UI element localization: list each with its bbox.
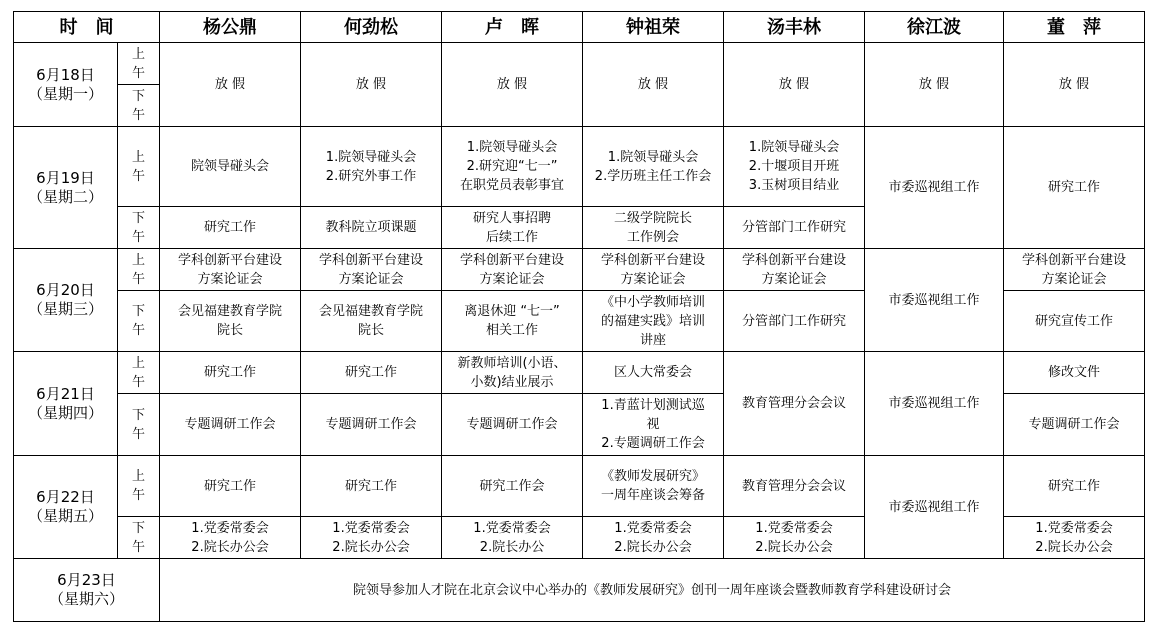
schedule-cell <box>442 352 583 394</box>
header-person: 杨公鼎 <box>160 12 301 43</box>
period-am: 上 午 <box>118 352 160 394</box>
schedule-cell <box>583 207 724 249</box>
schedule-line: 研究工作 <box>344 478 397 494</box>
schedule-line: 教科院立项课题 <box>325 220 417 235</box>
schedule-line: 研究工作 <box>203 478 256 494</box>
date-cell: 6月18日 （星期一） <box>14 43 118 127</box>
header-time: 时 间 <box>14 12 160 43</box>
schedule-line: 新教师培训(小语、 <box>457 355 567 371</box>
schedule-cell <box>1004 456 1145 517</box>
schedule-cell <box>442 127 583 207</box>
schedule-cell <box>160 517 301 559</box>
schedule-cell: 放 假 <box>865 43 1004 127</box>
schedule-line: 研究工作 <box>203 220 256 235</box>
schedule-line: 方案论证会 <box>338 271 404 287</box>
schedule-line: 2.研究迎“七一” <box>466 159 558 174</box>
schedule-line: 院长 <box>216 323 243 338</box>
schedule-cell <box>583 394 724 456</box>
schedule-line: 研究人事招聘 <box>472 210 551 226</box>
schedule-cell <box>865 249 1004 352</box>
schedule-line: 专题调研工作会 <box>1028 417 1120 432</box>
period-am: 上 午 <box>118 249 160 291</box>
schedule-cell: 放 假 <box>1004 43 1145 127</box>
schedule-line: 方案论证会 <box>479 271 545 287</box>
schedule-line: 讲座 <box>639 332 666 348</box>
schedule-line: 2.院长办公会 <box>1035 539 1113 555</box>
schedule-line: 市委巡视组工作 <box>888 180 980 195</box>
schedule-line: 教育管理分会会议 <box>741 478 846 494</box>
schedule-line: 方案论证会 <box>761 271 827 287</box>
schedule-line: 研究工作 <box>203 365 256 380</box>
schedule-cell <box>442 291 583 352</box>
date-cell: 6月22日 （星期五） <box>14 456 118 559</box>
schedule-cell <box>1004 352 1145 394</box>
schedule-line: 会见福建教育学院 <box>318 304 423 319</box>
schedule-line: 2.院长办公会 <box>614 539 692 555</box>
schedule-line: 的福建实践》培训 <box>600 313 705 329</box>
schedule-cell <box>301 249 442 291</box>
schedule-cell <box>301 456 442 517</box>
schedule-cell <box>301 352 442 394</box>
schedule-line: 修改文件 <box>1047 365 1100 380</box>
schedule-line: 研究工作会 <box>479 478 545 494</box>
schedule-cell <box>724 207 865 249</box>
schedule-cell <box>583 456 724 517</box>
schedule-line: 市委巡视组工作 <box>888 292 980 308</box>
schedule-cell <box>1004 291 1145 352</box>
schedule-cell <box>865 127 1004 249</box>
schedule-line: 2.学历班主任工作会 <box>594 168 712 184</box>
schedule-line: 会见福建教育学院 <box>177 304 282 319</box>
schedule-line: 视 <box>646 417 660 432</box>
schedule-line: 3.玉树项目结业 <box>748 178 840 193</box>
schedule-cell <box>442 249 583 291</box>
schedule-line: 院领导碰头会 <box>190 159 269 174</box>
schedule-line: 专题调研工作会 <box>325 417 417 432</box>
schedule-cell <box>160 207 301 249</box>
schedule-cell <box>301 517 442 559</box>
schedule-cell <box>724 352 865 456</box>
schedule-line: 2.院长办公会 <box>332 539 410 555</box>
schedule-table <box>13 11 1145 622</box>
schedule-line: 1.党委常委会 <box>1035 520 1113 536</box>
schedule-line: 教育管理分会会议 <box>741 396 846 411</box>
schedule-cell <box>160 352 301 394</box>
schedule-line: 研究工作 <box>1047 478 1100 494</box>
schedule-line: 《中小学教师培训 <box>600 294 705 310</box>
date-cell: 6月21日 （星期四） <box>14 352 118 456</box>
schedule-line: 离退休迎 “七一” <box>464 304 560 319</box>
schedule-line: 1.党委常委会 <box>473 520 551 536</box>
schedule-line: 后续工作 <box>485 229 538 245</box>
header-person: 徐江波 <box>865 12 1004 43</box>
schedule-line: 市委巡视组工作 <box>888 396 980 411</box>
period-pm: 下 午 <box>118 394 160 456</box>
schedule-line: 1.院领导碰头会 <box>466 140 558 155</box>
schedule-cell <box>1004 127 1145 249</box>
header-person: 何劲松 <box>301 12 442 43</box>
schedule-cell <box>724 517 865 559</box>
schedule-line: 方案论证会 <box>1041 271 1107 287</box>
schedule-line: 学科创新平台建设 <box>177 252 282 268</box>
schedule-line: 专题调研工作会 <box>466 417 558 432</box>
schedule-cell <box>583 352 724 394</box>
date-cell: 6月20日 （星期三） <box>14 249 118 352</box>
schedule-line: 专题调研工作会 <box>184 417 276 432</box>
schedule-line: 学科创新平台建设 <box>1021 252 1126 268</box>
schedule-line: 2.专题调研工作会 <box>601 436 705 451</box>
schedule-line: 1.党委常委会 <box>332 520 410 536</box>
schedule-cell <box>160 291 301 352</box>
schedule-cell <box>583 291 724 352</box>
schedule-line: 相关工作 <box>485 323 538 338</box>
schedule-cell <box>301 394 442 456</box>
schedule-cell: 放 假 <box>724 43 865 127</box>
schedule-cell <box>160 127 301 207</box>
schedule-line: 研究工作 <box>1047 180 1100 195</box>
schedule-cell <box>724 291 865 352</box>
schedule-cell <box>442 517 583 559</box>
header-person: 汤丰林 <box>724 12 865 43</box>
schedule-cell <box>583 517 724 559</box>
schedule-line: 2.院长办公 <box>479 539 545 555</box>
schedule-line: 区人大常委会 <box>613 365 692 380</box>
schedule-line: 方案论证会 <box>620 271 686 287</box>
schedule-line: 1.党委常委会 <box>755 520 833 536</box>
schedule-cell <box>1004 394 1145 456</box>
period-pm: 下 午 <box>118 517 160 559</box>
schedule-cell <box>160 249 301 291</box>
schedule-line: 小数)结业展示 <box>470 374 554 390</box>
schedule-line: 院长 <box>357 323 384 338</box>
schedule-cell <box>583 249 724 291</box>
schedule-cell: 放 假 <box>583 43 724 127</box>
schedule-line: 学科创新平台建设 <box>600 252 705 268</box>
schedule-cell <box>1004 517 1145 559</box>
date-cell: 6月19日 （星期二） <box>14 127 118 249</box>
schedule-cell <box>442 207 583 249</box>
schedule-cell <box>1004 249 1145 291</box>
schedule-line: 学科创新平台建设 <box>318 252 423 268</box>
period-pm: 下 午 <box>118 207 160 249</box>
schedule-line: 学科创新平台建设 <box>459 252 564 268</box>
schedule-line: 学科创新平台建设 <box>741 252 846 268</box>
schedule-line: 分管部门工作研究 <box>741 220 846 235</box>
schedule-line: 1.党委常委会 <box>614 520 692 536</box>
schedule-line: 1.院领导碰头会 <box>607 149 699 165</box>
schedule-cell <box>865 456 1004 559</box>
period-am: 上 午 <box>118 43 160 85</box>
schedule-line: 2.院长办公会 <box>191 539 269 555</box>
schedule-note: 院领导参加人才院在北京会议中心举办的《教师发展研究》创刊一周年座谈会暨教师教育学科建设研讨会 <box>160 559 1145 622</box>
schedule-line: 研究宣传工作 <box>1034 313 1113 329</box>
schedule-line: 1.青蓝计划测试巡 <box>601 398 705 413</box>
schedule-cell: 放 假 <box>301 43 442 127</box>
schedule-line: 方案论证会 <box>197 271 263 287</box>
schedule-line: 2.院长办公会 <box>755 539 833 555</box>
schedule-cell: 放 假 <box>442 43 583 127</box>
schedule-cell <box>442 456 583 517</box>
header-row <box>14 12 1145 43</box>
schedule-cell <box>724 127 865 207</box>
schedule-cell <box>724 249 865 291</box>
period-pm: 下 午 <box>118 85 160 127</box>
schedule-line: 市委巡视组工作 <box>888 499 980 515</box>
period-am: 上 午 <box>118 127 160 207</box>
schedule-line: 分管部门工作研究 <box>741 313 846 329</box>
schedule-line: 1.院领导碰头会 <box>748 140 840 155</box>
schedule-line: 一周年座谈会筹备 <box>600 488 705 503</box>
schedule-line: 在职党员表彰事宜 <box>459 178 564 193</box>
schedule-line: 2.十堰项目开班 <box>748 159 840 174</box>
schedule-cell: 放 假 <box>160 43 301 127</box>
schedule-cell <box>160 394 301 456</box>
period-am: 上 午 <box>118 456 160 517</box>
schedule-cell <box>301 127 442 207</box>
schedule-line: 《教师发展研究》 <box>600 469 705 484</box>
schedule-cell <box>301 291 442 352</box>
schedule-cell <box>865 352 1004 456</box>
schedule-line: 1.党委常委会 <box>191 520 269 536</box>
schedule-cell <box>724 456 865 517</box>
period-pm: 下 午 <box>118 291 160 352</box>
schedule-line: 工作例会 <box>626 229 679 245</box>
schedule-line: 研究工作 <box>344 365 397 380</box>
header-person: 卢 晖 <box>442 12 583 43</box>
schedule-line: 二级学院院长 <box>613 210 692 226</box>
schedule-cell <box>442 394 583 456</box>
schedule-line: 1.院领导碰头会 <box>325 149 417 165</box>
header-person: 钟祖荣 <box>583 12 724 43</box>
schedule-cell <box>301 207 442 249</box>
schedule-cell <box>583 127 724 207</box>
schedule-line: 2.研究外事工作 <box>325 168 417 184</box>
schedule-cell <box>160 456 301 517</box>
header-person: 董 萍 <box>1004 12 1145 43</box>
date-cell: 6月23日 （星期六） <box>14 559 160 622</box>
